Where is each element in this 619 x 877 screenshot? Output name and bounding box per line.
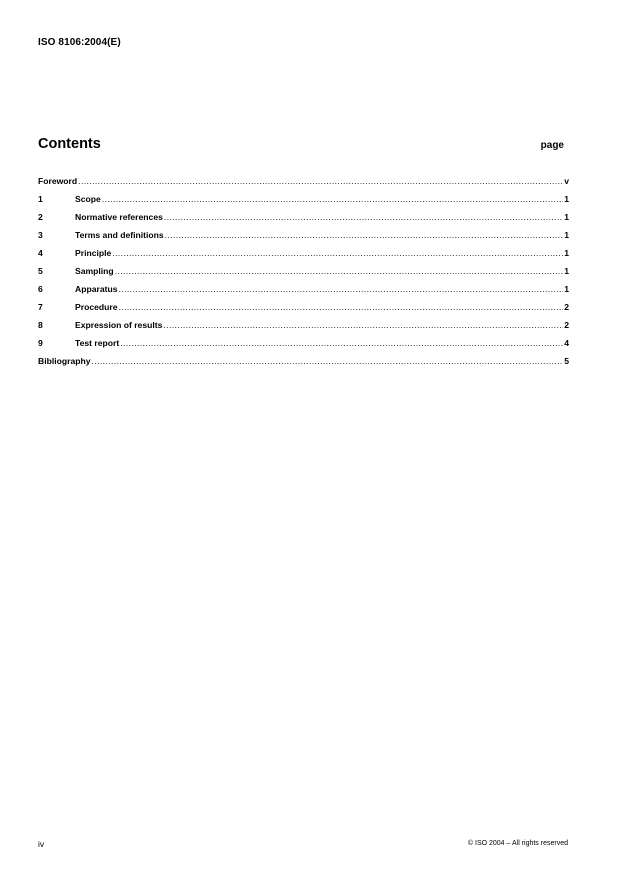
toc-entry-principle[interactable]: [38, 248, 569, 266]
dot-leader: [164, 212, 563, 222]
toc-entry-page: 4: [564, 338, 569, 348]
toc-entry-number: 4: [38, 248, 43, 258]
toc-entry-title: Apparatus: [75, 284, 118, 294]
toc-entry-sampling[interactable]: [38, 266, 569, 284]
toc-entry-page: v: [564, 176, 569, 186]
dot-leader: [163, 320, 563, 330]
dot-leader: [92, 356, 564, 366]
toc-entry-foreword[interactable]: [38, 176, 569, 194]
toc-entry-title: Principle: [75, 248, 112, 258]
dot-leader: [78, 176, 563, 186]
toc-entry-number: 6: [38, 284, 43, 294]
toc-entry-number: 2: [38, 212, 43, 222]
toc-entry-title: Normative references: [75, 212, 163, 222]
copyright-notice: © ISO 2004 – All rights reserved: [467, 840, 568, 847]
contents-heading: Contents: [38, 136, 101, 152]
toc-entry-scope[interactable]: [38, 194, 569, 212]
page-column-heading: page: [540, 140, 564, 151]
toc-entry-number: 8: [38, 320, 43, 330]
toc-entry-procedure[interactable]: [38, 302, 569, 320]
toc-entry-page: 1: [564, 194, 569, 204]
dot-leader: [102, 194, 563, 204]
toc-entry-title: Terms and definitions: [75, 230, 164, 240]
toc-entry-page: 1: [564, 266, 569, 276]
toc-entry-title: Scope: [75, 194, 101, 204]
dot-leader: [120, 338, 563, 348]
toc-entry-title: Sampling: [75, 266, 114, 276]
toc-entry-terms-and-definitions[interactable]: [38, 230, 569, 248]
page-number: iv: [38, 839, 45, 849]
toc-entry-bibliography[interactable]: [38, 356, 569, 374]
dot-leader: [119, 302, 564, 312]
toc-entry-expression-of-results[interactable]: [38, 320, 569, 338]
table-of-contents: [38, 176, 569, 374]
toc-entry-page: 2: [564, 302, 569, 312]
toc-entry-title: Foreword: [38, 176, 78, 186]
toc-entry-page: 1: [564, 248, 569, 258]
toc-entry-apparatus[interactable]: [38, 284, 569, 302]
toc-entry-title: Expression of results: [75, 320, 163, 330]
toc-entry-page: 1: [564, 212, 569, 222]
toc-entry-page: 5: [564, 356, 569, 366]
toc-entry-number: 3: [38, 230, 43, 240]
dot-leader: [119, 284, 564, 294]
toc-entry-page: 2: [564, 320, 569, 330]
toc-entry-title: Test report: [75, 338, 120, 348]
dot-leader: [112, 248, 563, 258]
toc-entry-page: 1: [564, 230, 569, 240]
toc-entry-test-report[interactable]: [38, 338, 569, 356]
document-id-header: ISO 8106:2004(E): [38, 37, 121, 48]
toc-entry-number: 1: [38, 194, 43, 204]
toc-entry-number: 7: [38, 302, 43, 312]
toc-entry-page: 1: [564, 284, 569, 294]
dot-leader: [115, 266, 564, 276]
toc-entry-normative-references[interactable]: [38, 212, 569, 230]
toc-entry-number: 9: [38, 338, 43, 348]
toc-entry-title: Bibliography: [38, 356, 91, 366]
toc-entry-number: 5: [38, 266, 43, 276]
toc-entry-title: Procedure: [75, 302, 118, 312]
dot-leader: [165, 230, 564, 240]
